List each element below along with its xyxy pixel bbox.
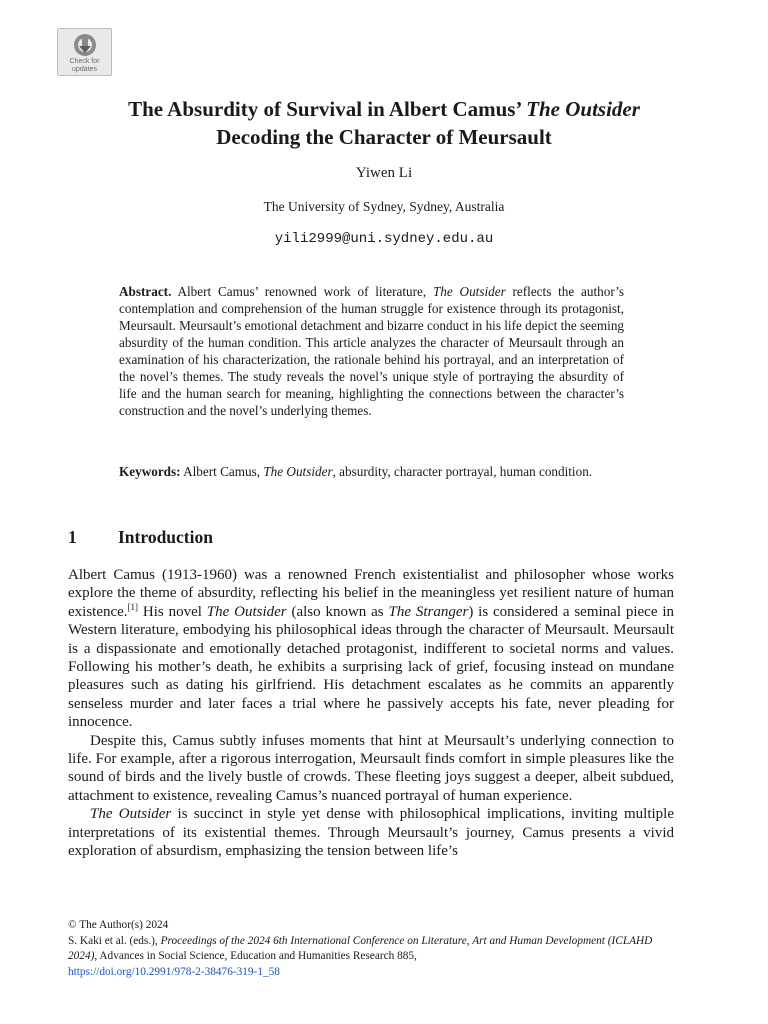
title-line2: Decoding the Character of Meursault [216,125,552,149]
paragraph-2: Despite this, Camus subtly infuses moments that hint at Meursault’s underlying connection to life. For example, after a rigorous interrogation, Meursault finds comfort in simple pleasures like the sound of birds and the lively bustle of crowds. These fleeting joys suggest a deeper, albeit subdued, attachment to existence, revealing Camus’s nuanced portrayal of human experience. [68,732,674,804]
check-updates-icon [71,32,99,58]
abstract [119,283,624,419]
citation-ref[interactable]: [1] [127,601,139,612]
badge-label-line1: Check for [69,58,100,65]
doi-link[interactable]: https://doi.org/10.2991/978-2-38476-319-1_58 [68,965,280,978]
p1-text-c: (also known as [286,603,389,620]
page-footer [68,918,674,980]
keywords-post: , absurdity, character portrayal, human condition. [332,464,593,479]
keywords-label: Keywords: [119,464,181,479]
p1-text-a: Albert Camus (1913-1960) was a renowned French existentialist and philosopher whose works explore the theme of absurdity, reflecting his belief in the meaningless yet resilient nature of human existence. [68,567,674,620]
title-italic: The Outsider [526,97,640,121]
p3-italic: The Outsider [90,806,172,823]
check-for-updates-badge[interactable] [57,28,112,76]
abstract-italic: The Outsider [432,284,506,299]
abstract-pre: Albert Camus’ renowned work of literature, [171,284,433,299]
copyright-notice: © The Author(s) 2024 [68,919,169,931]
paragraph-3 [68,805,674,860]
keywords [119,463,624,480]
section-heading [68,525,213,549]
p3-text: is succinct in style yet dense with philosophical implications, inviting multiple interpretations of its existential themes. Through Meursault’s journey, Camus presents a vivid exploration of absurdism, emphasizing the tension between life’s [68,806,674,860]
author-name: Yiwen Li [355,165,413,181]
p1-text-b: His novel [138,603,207,620]
title-prefix: The Absurdity of Survival in Albert Camus’ [128,97,527,121]
keywords-pre: Albert Camus, [180,464,264,479]
section-number: 1 [68,527,77,547]
p1-text-d: ) is considered a seminal piece in Western literature, embodying his philosophical ideas through the character of Meursault. Meursault is a dispassionate and emotionally detached protagonist, indifferent to societal norms and values. Following his mother’s death, he exhibits a surprising lack of grief, focusing instead on mundane pleasures such as dating his girlfriend. His detachment escalates as he commits an apparently senseless murder and later faces a trial where he passively accepts his fate, never pleading for innocence. [68,603,674,731]
abstract-body: reflects the author’s contemplation and comprehension of the human struggle for existence through its protagonist, Meursault. Meursault’s emotional detachment and bizarre conduct in his life depict the seeming absurdity of the human condition. This article analyzes the character of Meursault through an examination of his characterization, the rationale behind his portrayal, and an interpretation of the novel’s themes. The study reveals the novel’s unique style of portraying the absurdity of life and the human search for meaning, highlighting the connections between the character’s construction and the novel’s underlying themes. [119,284,625,418]
keywords-italic: The Outsider [263,464,333,479]
paragraph-1 [68,566,674,732]
introduction-body [68,566,674,861]
badge-label-line2: updates [72,66,97,73]
abstract-label: Abstract. [119,284,172,299]
author-affiliation: The University of Sydney, Sydney, Australia [263,199,505,214]
p1-italic-1: The Outsider [206,603,287,620]
p1-italic-2: The Stranger [388,603,469,620]
section-title: Introduction [118,527,213,547]
author-email[interactable]: yili2999@uni.sydney.edu.au [274,231,494,247]
citation-proceedings: Proceedings of the 2024 6th International Conference on Literature, Art and Human Development (ICLAHD 2024) [68,934,653,962]
citation-line [68,934,674,965]
paper-title [40,95,728,151]
citation-post: , Advances in Social Science, Education and Humanities Research 885, [94,950,417,962]
citation-pre: S. Kaki et al. (eds.), [68,934,161,947]
